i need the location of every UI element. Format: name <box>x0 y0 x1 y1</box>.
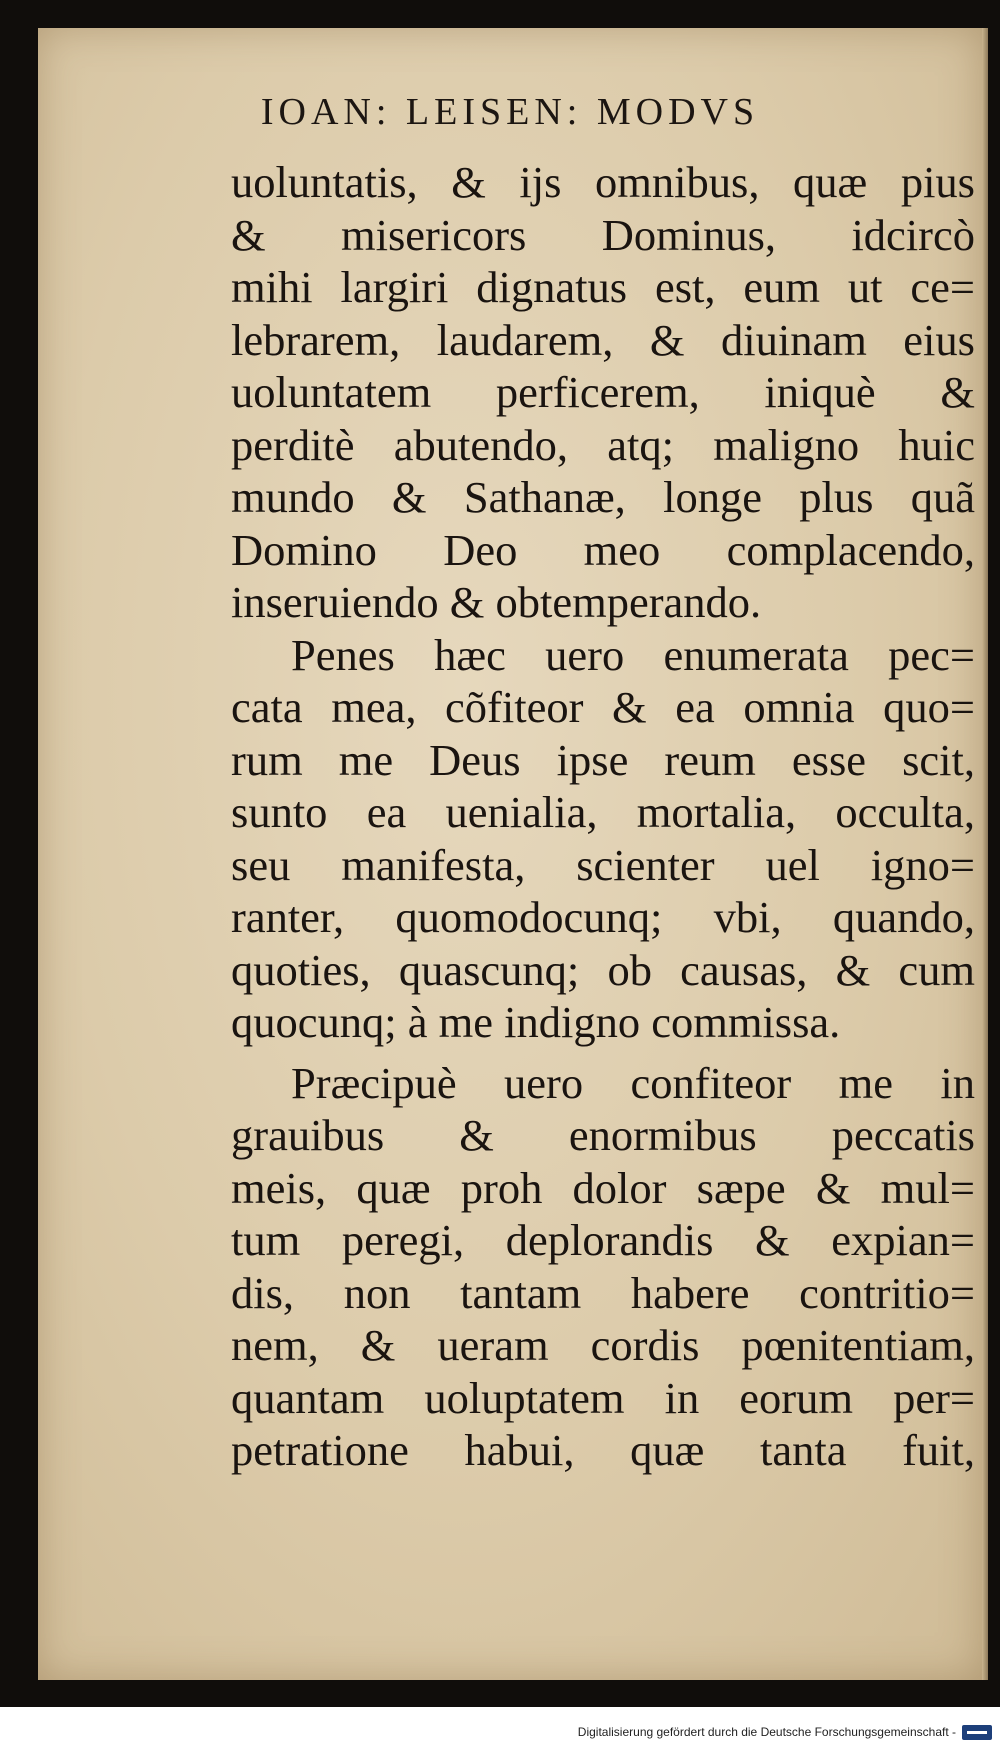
text-line: quoties, quascunq; ob causas, & cum <box>231 944 975 995</box>
text-line: Domino Deo meo complacendo, <box>231 524 975 575</box>
text-line: ranter, quomodocunq; vbi, quando, <box>231 892 975 942</box>
text-line: petratione habui, quæ tanta fuit, <box>231 1425 975 1475</box>
page-edge <box>982 28 988 1680</box>
text-line: Penes hæc uero enumerata pec= <box>291 629 975 680</box>
digitization-credit: Digitalisierung gefördert durch die Deutsche Forschungsgemeinschaft - <box>577 1725 956 1739</box>
text-line: mundo & Sathanæ, longe plus quã <box>231 472 975 522</box>
text-line: seu manifesta, scienter uel igno= <box>231 839 975 890</box>
text-line: meis, quæ proh dolor sæpe & mul= <box>231 1162 975 1213</box>
text-line: perditè abutendo, atq; maligno huic <box>231 419 975 470</box>
text-line: nem, & ueram cordis pœnitentiam, <box>231 1320 975 1370</box>
text-line: & misericors Dominus, idcircò <box>231 209 975 260</box>
running-head: IOAN: LEISEN: MODVS <box>260 91 760 133</box>
text-line: sunto ea uenialia, mortalia, occulta, <box>231 787 975 837</box>
book-page <box>38 28 988 1680</box>
text-line: mihi largiri dignatus est, eum ut ce= <box>231 262 975 312</box>
body-text <box>231 156 975 1477</box>
dfg-logo-icon <box>962 1725 992 1740</box>
paragraph-gap <box>231 1049 975 1057</box>
text-line: dis, non tantam habere contritio= <box>231 1267 975 1318</box>
text-line: inseruiendo & obtemperando. <box>231 577 762 627</box>
text-line: cata mea, cõfiteor & ea omnia quo= <box>231 682 975 732</box>
text-line: Præcipuè uero confiteor me in <box>291 1057 975 1108</box>
text-line: rum me Deus ipse reum esse scit, <box>231 734 975 785</box>
text-line: uoluntatis, & ijs omnibus, quæ pius <box>231 157 975 207</box>
text-line: tum peregi, deplorandis & expian= <box>231 1215 975 1265</box>
text-line: quocunq; à me indigno commissa. <box>231 997 841 1047</box>
footer-strip <box>0 1707 1000 1747</box>
text-line: grauibus & enormibus peccatis <box>231 1110 975 1160</box>
text-line: quantam uoluptatem in eorum per= <box>231 1372 975 1423</box>
text-line: uoluntatem perficerem, iniquè & <box>231 367 975 417</box>
text-line: lebrarem, laudarem, & diuinam eius <box>231 314 975 365</box>
